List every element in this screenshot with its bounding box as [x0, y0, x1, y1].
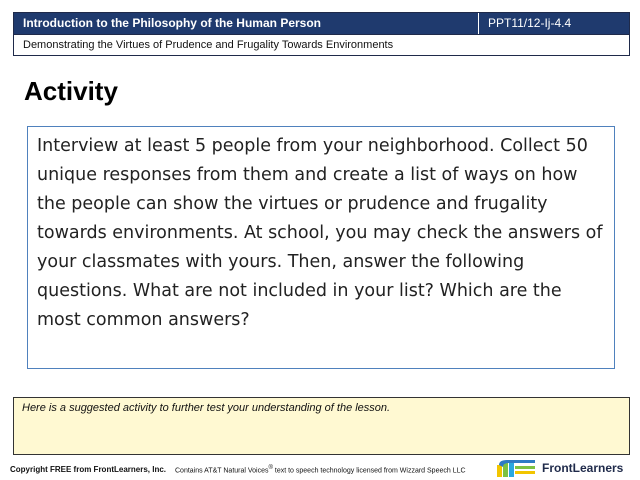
slide-title: Activity: [24, 76, 118, 106]
voices-credit-pre: Contains AT&T Natural Voices: [175, 467, 269, 475]
lesson-code: PPT11/12-Ij-4.4: [478, 13, 629, 34]
frontlearners-logo: [495, 458, 635, 480]
slide-header: [13, 12, 630, 56]
lesson-subtitle: Demonstrating the Virtues of Prudence and Frugality Towards Environments: [14, 34, 629, 55]
course-title: Introduction to the Philosophy of the Human Person: [14, 13, 478, 34]
copyright-text: Copyright FREE from FrontLearners, Inc.: [10, 465, 167, 474]
logo-text: FrontLearners: [542, 461, 624, 475]
slide-footer: [0, 458, 640, 480]
activity-text-box: Interview at least 5 people from your neighborhood. Collect 50 unique responses from them and create a list of ways on how the people can show the virtues or prudence and frugality towards environments. At school, you may check the answers of your classmates with yours. Then, answer the following questions. What are not included in your list? Which are the most common answers?: [27, 126, 615, 369]
voices-credit-post: text to speech technology licensed from Wizzard Speech LLC: [272, 467, 466, 475]
logo-mark-icon: [495, 460, 537, 478]
voices-credit: [175, 465, 466, 474]
registered-mark: ®: [268, 465, 273, 471]
notes-box: Here is a suggested activity to further test your understanding of the lesson.: [13, 397, 630, 455]
